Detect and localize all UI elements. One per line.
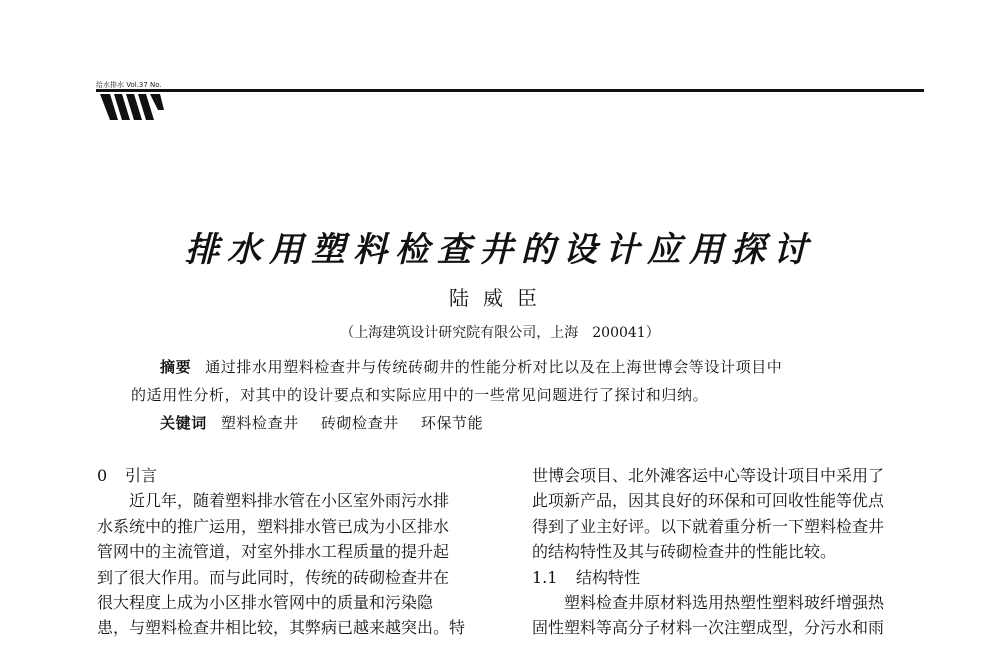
- abstract: [160, 353, 782, 381]
- journal-tag: 给水排水 Vol.37 No.: [96, 81, 162, 89]
- paper-title: 排水用塑料检查井的设计应用探讨: [185, 230, 815, 270]
- subsection-heading: [532, 565, 932, 590]
- body-text-line: 得到了业主好评。以下就着重分析一下塑料检查井: [532, 516, 885, 536]
- author-affiliation: （上海建筑设计研究院有限公司，上海 200041）: [340, 325, 660, 341]
- abstract-text-line: 的适用性分析，对其中的设计要点和实际应用中的一些常见问题进行了探讨和归纳。: [131, 386, 709, 404]
- body-text-line: 此项新产品，因其良好的环保和可回收性能等优点: [532, 491, 885, 511]
- abstract-label: 摘要: [160, 358, 192, 376]
- body-text-line: 到了很大作用。而与此同时，传统的砖砌检查井在: [97, 567, 450, 587]
- logo-letter: W: [156, 100, 157, 101]
- keyword: 塑料检查井: [220, 414, 299, 432]
- section-title: 引言: [125, 466, 158, 485]
- author-name: 陆威臣: [449, 286, 551, 310]
- subsection-number: 1.1: [532, 567, 558, 587]
- body-text-line: 的结构特性及其与砖砌检查井的性能比较。: [532, 542, 837, 562]
- keyword: 环保节能: [420, 414, 484, 432]
- keyword: 砖砌检查井: [320, 414, 399, 432]
- section-number: 0: [97, 466, 108, 485]
- body-text-line: 塑料检查井原材料选用热塑性塑料玻纤增强热: [564, 592, 885, 612]
- section-heading: [97, 463, 497, 488]
- logo-stripe: [150, 94, 164, 110]
- abstract-text-line: 通过排水用塑料检查井与传统砖砌井的性能分析对比以及在上海世博会等设计项目中: [205, 358, 783, 376]
- body-text-line: 固性塑料等高分子材料一次注塑成型，分污水和雨: [532, 618, 885, 638]
- keywords: [160, 409, 505, 437]
- body-text-line: 很大程度上成为小区排水管网中的质量和污染隐: [97, 592, 434, 612]
- keywords-label: 关键词: [160, 414, 207, 432]
- body-text-line: 管网中的主流管道，对室外排水工程质量的提升起: [97, 542, 450, 562]
- body-text-line: 近几年，随着塑料排水管在小区室外雨污水排: [129, 491, 450, 511]
- body-text-line: 世博会项目、北外滩客运中心等设计项目中采用了: [532, 466, 885, 485]
- body-text-line: 患，与塑料检查井相比较，其弊病已越来越突出。特: [97, 618, 466, 638]
- right-column: [532, 463, 932, 641]
- header-rule: [96, 89, 924, 92]
- body-text-line: 水系统中的推广运用，塑料排水管已成为小区排水: [97, 516, 450, 536]
- journal-logo: [96, 80, 168, 128]
- subsection-title: 结构特性: [576, 567, 641, 587]
- left-column: [97, 463, 497, 641]
